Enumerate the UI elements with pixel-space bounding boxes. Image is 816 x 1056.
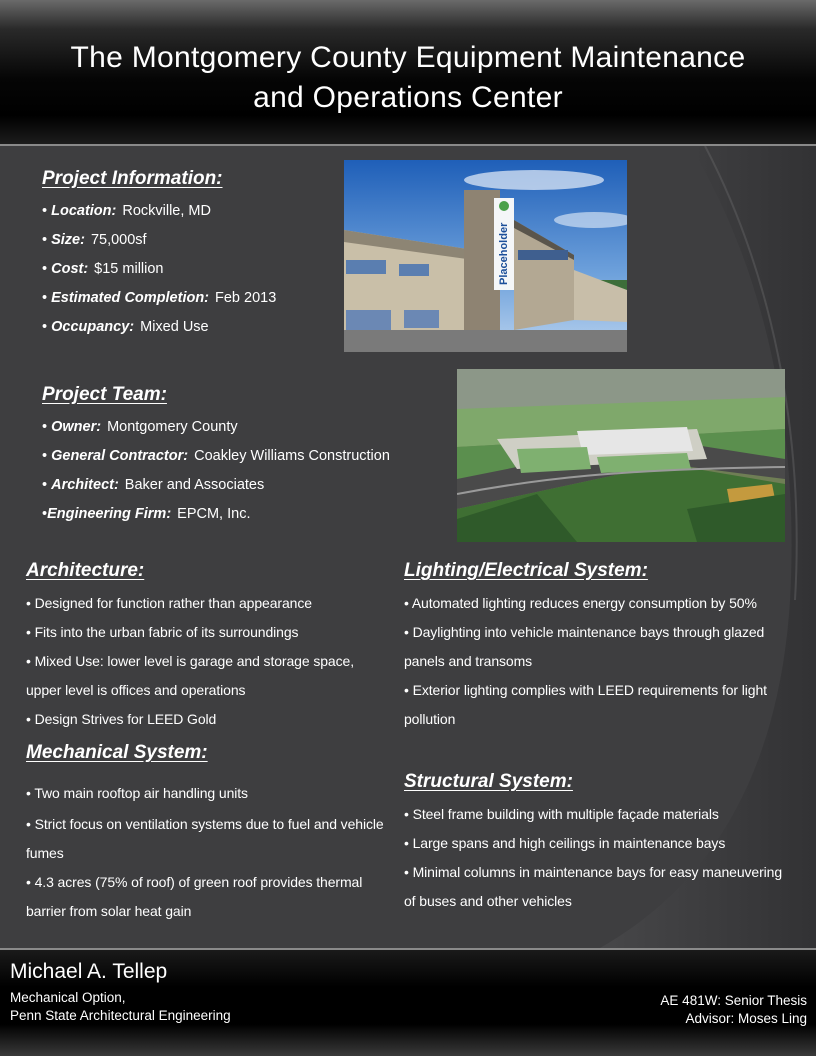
project-info-list [42, 197, 276, 342]
list-item: • Strict focus on ventilation systems due to fuel and vehicle fumes [26, 816, 384, 861]
list-item: •Engineering Firm: EPCM, Inc. [42, 506, 251, 522]
page-title [0, 38, 816, 118]
list-item: • Minimal columns in maintenance bays for easy maneuvering of buses and other vehicles [404, 864, 783, 909]
author-option: Mechanical Option, [10, 990, 126, 1005]
list-item: • Architect: Baker and Associates [42, 477, 265, 493]
author-school: Penn State Architectural Engineering [10, 1008, 231, 1023]
structural-list [404, 800, 784, 916]
aerial-rendering-image [457, 369, 785, 542]
lighting-list [404, 589, 784, 734]
list-item: • Location: Rockville, MD [42, 203, 211, 219]
project-info-heading: Project Information: [42, 168, 223, 189]
list-item: • Daylighting into vehicle maintenance bays through glazed panels and transoms [404, 624, 765, 669]
mechanical-list [26, 779, 394, 926]
list-item: • Designed for function rather than appearance [26, 595, 312, 611]
list-item: • Occupancy: Mixed Use [42, 319, 209, 335]
sign-placeholder-text: Placeholder [498, 222, 510, 285]
list-item: • Estimated Completion: Feb 2013 [42, 290, 277, 306]
architecture-list [26, 589, 386, 734]
list-item: • Large spans and high ceilings in maintenance bays [404, 835, 726, 851]
list-item: • Cost: $15 million [42, 261, 164, 277]
author-name: Michael A. Tellep [10, 960, 168, 983]
list-item: • Automated lighting reduces energy consumption by 50% [404, 595, 757, 611]
list-item: • Size: 75,000sf [42, 232, 147, 248]
footer-banner [0, 948, 816, 1056]
list-item: • Owner: Montgomery County [42, 419, 238, 435]
course-label: AE 481W: Senior Thesis [660, 993, 807, 1008]
advisor-label: Advisor: Moses Ling [685, 1011, 807, 1026]
list-item: • Two main rooftop air handling units [26, 785, 248, 801]
title-line-2: and Operations Center [253, 81, 563, 114]
project-team-list [42, 413, 390, 529]
architecture-heading: Architecture: [26, 560, 145, 581]
header-banner [0, 0, 816, 146]
list-item: • Fits into the urban fabric of its surroundings [26, 624, 299, 640]
list-item: • Exterior lighting complies with LEED requirements for light pollution [404, 682, 767, 727]
list-item: • 4.3 acres (75% of roof) of green roof provides thermal barrier from solar heat gain [26, 874, 363, 919]
building-rendering-image [344, 160, 627, 352]
structural-heading: Structural System: [404, 771, 573, 792]
title-line-1: The Montgomery County Equipment Maintenance [70, 41, 746, 74]
mechanical-heading: Mechanical System: [26, 742, 208, 763]
list-item: • Steel frame building with multiple façade materials [404, 806, 719, 822]
list-item: • General Contractor: Coakley Williams Construction [42, 448, 390, 464]
list-item: • Mixed Use: lower level is garage and storage space, upper level is offices and operations [26, 653, 354, 698]
project-team-heading: Project Team: [42, 384, 167, 405]
lighting-heading: Lighting/Electrical System: [404, 560, 648, 581]
list-item: • Design Strives for LEED Gold [26, 711, 217, 727]
